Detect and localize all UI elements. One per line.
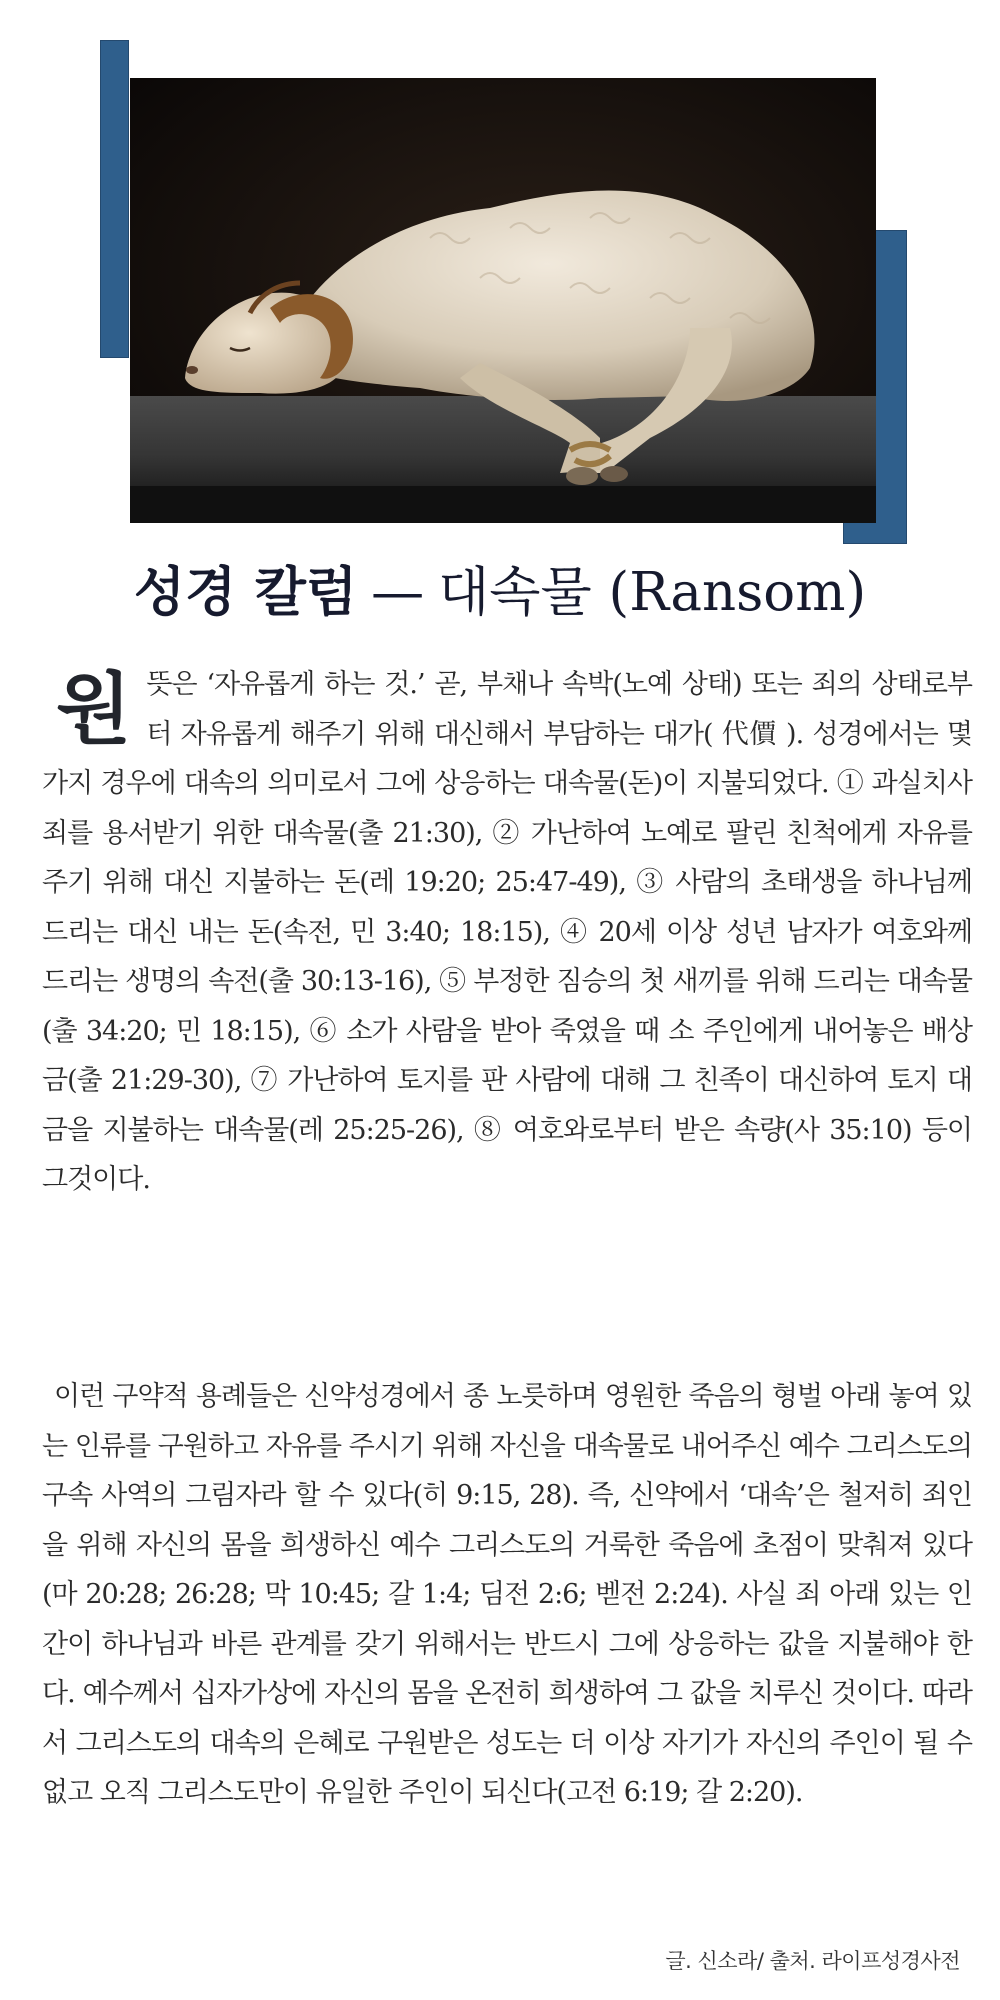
article-paragraph-1 [42,660,972,1205]
title-dash: — [371,562,425,623]
title-column-label: 성경 칼럼 [133,561,358,623]
article-title [0,560,1000,625]
author-source-credit: 글. 신소라/ 출처. 라이프성경사전 [665,1949,960,1973]
article-paragraph-2 [42,1372,972,1818]
paragraph-2-text: 이런 구약적 용례들은 신약성경에서 종 노릇하며 영원한 죽음의 형벌 아래 놓여 있는 인류를 구원하고 자유를 주시기 위해 자신을 대속물로 내어주신 예수 그리스도의 구속 사역의 그림자라 할 수 있다(히 9:15, 28). 즉, 신약에서 ‘대속’은 철저히 죄인을 위해 자신의 몸을 희생하신 예수 그리스도의 거룩한 죽음에 초점이 맞춰져 있다(마 20:28; 26:28; 막 10:45; 갈 1:4; 딤전 2:6; 벧전 2:24). 사실 죄 아래 있는 인간이 하나님과 바른 관계를 갖기 위해서는 반드시 그에 상응하는 값을 지불해야 한다. 예수께서 십자가상에 자신의 몸을 온전히 희생하여 그 값을 치루신 것이다. 따라서 그리스도의 대속의 은혜로 구원받은 성도는 더 이상 자기가 자신의 주인이 될 수 없고 오직 그리스도만이 유일한 주인이 되신다(고전 6:19; 갈 2:20). [42,1381,972,1808]
lamb-painting-image [130,78,876,523]
blue-accent-bar-left [100,40,129,358]
paragraph-1-text: 뜻은 ‘자유롭게 하는 것.’ 곧, 부채나 속박(노예 상태) 또는 죄의 상태로부터 자유롭게 해주기 위해 대신해서 부담하는 대가( 代價 ). 성경에서는 몇 가지 경우에 대속의 의미로서 그에 상응하는 대속물(돈)이 지불되었다. ① 과실치사 죄를 용서받기 위한 대속물(출 21:30), ② 가난하여 노예로 팔린 친척에게 자유를 주기 위해 대신 지불하는 돈(레 19:20; 25:47-49), ③ 사람의 초태생을 하나님께 드리는 대신 내는 돈(속전, 민 3:40; 18:15), ④ 20세 이상 성년 남자가 여호와께 드리는 생명의 속전(출 30:13-16), ⑤ 부정한 짐승의 첫 새끼를 위해 드리는 대속물(출 34:20; 민 18:15), ⑥ 소가 사람을 받아 죽였을 때 소 주인에게 내어놓은 배상금(출 21:29-30), ⑦ 가난하여 토지를 판 사람에 대해 그 친족이 대신하여 토지 대금을 지불하는 대속물(레 25:25-26), ⑧ 여호와로부터 받은 속량(사 35:10) 등이 그것이다. [42,669,972,1195]
title-topic: 대속물 (Ransom) [438,562,867,623]
drop-cap: 원 [56,664,131,755]
